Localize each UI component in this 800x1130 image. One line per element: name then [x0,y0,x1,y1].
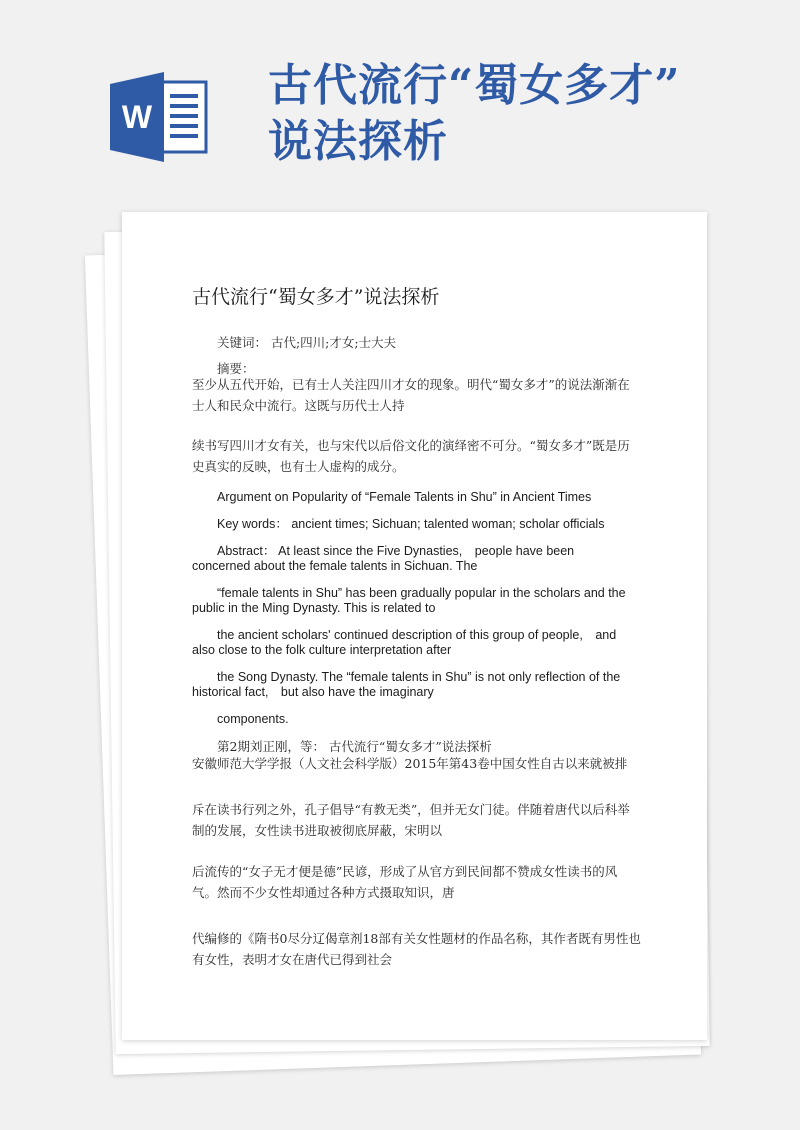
abstract-zh-paragraph-1: 至少从五代开始，已有士人关注四川才女的现象。明代“蜀女多才”的说法渐渐在士人和民众中流行。这既与历代士人持 [192,377,630,413]
word-icon-letter: W [121,99,153,135]
abstract-en-3: the ancient scholars' continued description of this group of people, and also close to the folk culture interpretation after [192,628,617,657]
abstract-label-zh: 摘要： [217,361,255,376]
abstract-en-4: the Song Dynasty. The “female talents in Shu” is not only reflection of the historical fact, but also have the imaginary [192,670,621,699]
word-app-icon [110,72,210,162]
banner-title-line-1: 古代流行“蜀女多才” [268,60,681,111]
body-line-header: 第2期刘正刚，等： 古代流行“蜀女多才”说法探析 [217,739,492,754]
title-en: Argument on Popularity of “Female Talents in Shu” in Ancient Times [217,490,592,504]
body-paragraph-4: 代编修的《隋书0尽分辽偈章剂18部有关女性题材的作品名称，其作者既有男性也有女性，表明才女在唐代已得到社会 [192,931,641,967]
keywords-zh: 关键词： 古代;四川;才女;士大夫 [217,335,397,350]
banner-title [268,58,788,170]
body-paragraph-3: 后流传的“女子无才便是德”民谚，形成了从官方到民间都不赞成女性读书的风气。然而不少女性却通过各种方式摄取知识，唐 [192,864,618,900]
document-page [122,212,707,1040]
document-title: 古代流行“蜀女多才”说法探析 [192,286,440,308]
keywords-en: Key words： ancient times; Sichuan; talented woman; scholar officials [217,517,605,531]
body-paragraph-1: 安徽师范大学学报（人文社会科学版）2015年第43卷中国女性自古以来就被排 [192,756,628,771]
abstract-en-1: Abstract： At least since the Five Dynasties, people have been concerned about the female talents in Sichuan. The [192,544,575,573]
abstract-en-5: components. [217,712,289,726]
document-content [122,212,707,1040]
abstract-en-2: “female talents in Shu” has been gradually popular in the scholars and the public in the Ming Dynasty. This is related to [192,586,626,615]
banner-title-line-2: 说法探析 [268,116,448,167]
abstract-zh-paragraph-2: 续书写四川才女有关，也与宋代以后俗文化的演绎密不可分。“蜀女多才”既是历史真实的反映，也有士人虚构的成分。 [192,438,630,474]
body-paragraph-2: 斥在读书行列之外，孔子倡导“有教无类”，但并无女门徒。伴随着唐代以后科举制的发展，女性读书进取被彻底屏蔽，宋明以 [192,802,630,838]
